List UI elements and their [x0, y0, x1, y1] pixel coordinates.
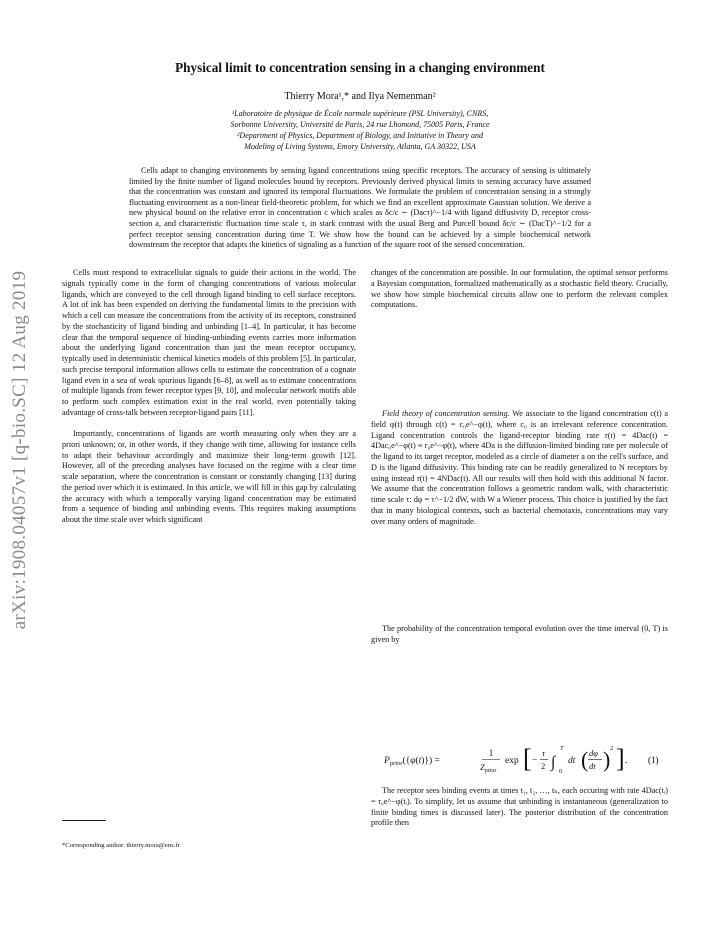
paper-title: Physical limit to concentration sensing in a changing environment: [175, 60, 545, 75]
paragraph: The probability of the concentration temporal evolution over the time interval (0, T) is given by: [371, 624, 668, 644]
svg-text:[: [: [523, 744, 532, 773]
affiliation-line: ¹Laboratoire de physique de École normale supérieure (PSL University), CNRS,: [231, 109, 489, 118]
paragraph: The receptor sees binding events at times t₁, t₂, …, tₙ, each occuring with rate 4Dac(tᵢ) = r₀e^−φ(tᵢ). To simplify, let us assume that unbinding is instantaneous (generalization to finite binding times is discussed later). The posterior distribution of the concentration profile then: [371, 786, 668, 828]
svg-text:Pprior({φ(t)}) =: $P_{prior}(\{\varphi(t)\})$ =: [384, 756, 440, 767]
affiliations: [120, 108, 600, 152]
svg-text:2: 2: [610, 745, 614, 752]
svg-text:0: 0: [559, 768, 563, 775]
svg-text:2: 2: [541, 761, 546, 771]
paragraph: Cells must respond to extracellular signals to guide their actions in the world. The signals typically come in the form of changing concentrations of various molecular ligands, which are conveyed to the cell through ligand binding to cell surface receptors. A lot of ink has been expended on deriving the fundamental limits to the precision with which a cell can measure the concentrations from the activity of its receptors, constrained by the stochasticity of ligand binding and unbinding [1–4]. In particular, it has become clear that the temporal sequence of binding-unbinding events carries more information about the underlying ligand concentration than just the mean receptor occupancy, typically used in deterministic chemical kinetics models of this problem [5]. In particular, such precise temporal information allows cells to estimate the concentration of a cognate ligand even in a sea of weak spurious ligands [6–8], as well as to estimate concentrations of multiple ligands from fewer receptor types [9, 10], and molecular network motifs able to perform such complex estimation exist in the real world, even potentially taking advantage of cross-talk between receptor-ligand pairs [11].: [62, 268, 356, 417]
paragraph: changes of the concentration are possible. In our formulation, the optimal sensor performs a Bayesian computation, formalized mathematically as a stochastic field theory. Crucially, we show how simple biochemical circuits allow one to perform the relevant complex computations.: [371, 268, 668, 310]
equation-1: [384, 736, 684, 782]
svg-text:T: T: [560, 745, 564, 752]
svg-text:∫: ∫: [551, 754, 556, 771]
section-heading: Field theory of concentration sensing.: [382, 409, 510, 418]
svg-text:.: .: [625, 756, 628, 766]
right-column-intro: [371, 268, 668, 311]
footnote-rule: [62, 820, 106, 821]
svg-text:(: (: [581, 747, 589, 772]
svg-text:τ: τ: [542, 748, 546, 758]
svg-text:Zprior: $Z_{prior}$: [480, 762, 497, 774]
svg-text:): ): [603, 747, 611, 772]
paragraph: [371, 409, 668, 527]
affiliation-line: Modeling of Living Systems, Emory University, Atlanta, GA 30322, USA: [244, 142, 476, 151]
authors: Thierry Mora¹,* and Ilya Nemenman²: [284, 91, 436, 102]
svg-text:dt: dt: [568, 756, 576, 766]
svg-text:dt: dt: [589, 761, 596, 771]
footnote: *Corresponding author: thierry.mora@ens.fr: [62, 842, 180, 849]
equation-number: (1): [648, 755, 659, 765]
arxiv-stamp-text: arXiv:1908.04057v1 [q-bio.SC] 12 Aug 2019: [9, 270, 30, 630]
right-column-binding: [371, 786, 668, 829]
equation-graphic: [384, 736, 684, 782]
svg-text:−: −: [532, 756, 538, 766]
abstract: Cells adapt to changing environments by sensing ligand concentrations using specific receptors. The accuracy of sensing is ultimately limited by the finite number of ligand molecules bound by receptors. Previously derived physical limits to sensing accuracy have assumed that the concentration was constant and ignored its temporal fluctuations. We formulate the problem of concentration sensing in a strongly fluctuating environment as a non-linear field-theoretic problem, for which we find an excellent approximate Gaussian solution. We derive a new physical bound on the relative error in concentration c which scales as δc/c ∼ (Dacτ)^−1/4 with ligand diffusivity D, receptor cross-section a, and characteristic fluctuation time scale τ, in stark contrast with the usual Berg and Purcell bound δc/c ∼ (DacT)^−1/2 for a perfect receptor sensing concentration during time T. We show how the bound can be achieved by a simple biochemical network downstream the receptor that adapts the kinetics of signaling as a function of the square root of the sensed concentration.: [129, 166, 591, 250]
affiliation-line: ²Department of Physics, Department of Biology, and Initiative in Theory and: [237, 131, 483, 140]
right-column-probability: [371, 624, 668, 646]
section-text: We associate to the ligand concentration c(t) a field φ(t) through c(t) = c₀e^−φ(t), where c₀ is an irrelevant reference concentration. Ligand concentration controls the ligand-receptor binding rate r(t) = 4Dac(t) = 4Dac₀e^−φ(t) ≡ r₀e^−φ(t), where 4Da is the diffusion-limited binding rate per molecule of the ligand to its target receptor, modeled as a circle of diameter a on the cell's surface, and D is the ligand diffusivity. This binding rate can be readily generalized to N receptors by using instead r(t) = 4NDac(t). All our results will then hold with this additional N factor. We assume that the concentration follows a geometric random walk, with characteristic time scale τ: dφ = τ^−1/2 dW, with W a Wiener process. This choice is justified by the fact that in many biological contexts, such as bacterial chemotaxis, concentrations may vary over many orders of magnitude.: [371, 409, 668, 526]
affiliation-line: Sorbonne University, Université de Paris, 24 rue Lhomond, 75005 Paris, France: [230, 120, 490, 129]
right-column-section: [371, 409, 668, 527]
svg-text:]: ]: [616, 744, 625, 773]
paragraph: Importantly, concentrations of ligands are worth measuring only when they are a priori unknown; or, in other words, if they change with time, allowing for instance cells to adapt their behaviour accordingly and maximize their long-term growth [12]. However, all of the preceding analyses have focused on the regime with a clear time scale separation, where the concentration is constant or constantly changing [13] during the period over which it is estimated. In this article, we will fill in this gap by calculating the accuracy with which a temporally varying ligand concentration may be estimated from a sequence of binding and unbinding events. This requires making assumptions about the time scale over which significant: [62, 429, 356, 524]
svg-text:dφ: dφ: [589, 748, 598, 758]
svg-text:exp: exp: [505, 756, 519, 766]
svg-text:1: 1: [488, 748, 494, 758]
arxiv-stamp: [6, 240, 34, 660]
left-column: [62, 268, 356, 526]
